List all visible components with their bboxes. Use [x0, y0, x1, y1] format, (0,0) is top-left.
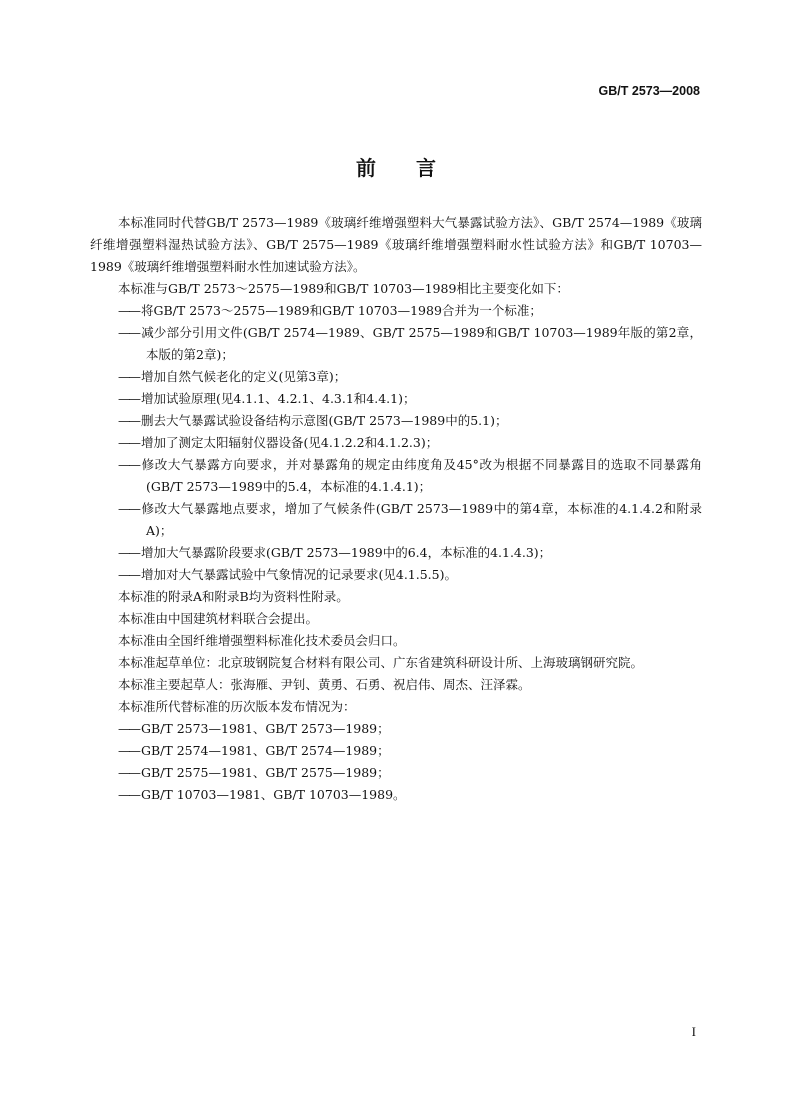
- page-title: 前 言: [356, 156, 436, 180]
- change-item: —— 减少部分引用文件(GB/T 2574—1989、GB/T 2575—1989和GB/T 10703—1989年版的第2章，本版的第2章)；: [90, 322, 702, 366]
- page-number: I: [691, 1024, 696, 1039]
- change-item: —— 修改大气暴露方向要求，并对暴露角的规定由纬度角及45°改为根据不同暴露目的选取不同暴露角(GB/T 2573—1989中的5.4，本标准的4.1.4.1)；: [90, 454, 702, 498]
- change-item: —— 删去大气暴露试验设备结构示意图(GB/T 2573—1989中的5.1)；: [90, 410, 702, 432]
- change-item: —— 增加自然气候老化的定义(见第3章)；: [90, 366, 702, 388]
- history-item: —— GB/T 2574—1981、GB/T 2574—1989；: [90, 740, 702, 762]
- change-item: —— 增加试验原理(见4.1.1、4.2.1、4.3.1和4.4.1)；: [90, 388, 702, 410]
- intro-paragraph: 本标准与GB/T 2573～2575—1989和GB/T 10703—1989相比主要变化如下：: [118, 281, 569, 296]
- standard-code: GB/T 2573—2008: [598, 84, 700, 98]
- note-paragraph: 本标准起草单位：北京玻钢院复合材料有限公司、广东省建筑科研设计所、上海玻璃钢研究院。: [118, 655, 644, 670]
- note-paragraph: 本标准所代替标准的历次版本发布情况为：: [118, 699, 356, 714]
- history-item: —— GB/T 2575—1981、GB/T 2575—1989；: [90, 762, 702, 784]
- intro-paragraph: 本标准同时代替GB/T 2573—1989《玻璃纤维增强塑料大气暴露试验方法》、GB/T 2574—1989《玻璃纤维增强塑料湿热试验方法》、GB/T 2575—1989《玻璃纤维增强塑料耐水性试验方法》和GB/T 10703—1989《玻璃纤维增强塑料耐水性加速试验方法》。: [90, 215, 702, 274]
- foreword-body: [90, 212, 702, 806]
- history-item: —— GB/T 10703—1981、GB/T 10703—1989。: [90, 784, 702, 806]
- change-item: —— 增加了测定太阳辐射仪器设备(见4.1.2.2和4.1.2.3)；: [90, 432, 702, 454]
- change-item: —— 将GB/T 2573～2575—1989和GB/T 10703—1989合并为一个标准；: [90, 300, 702, 322]
- change-item: —— 修改大气暴露地点要求，增加了气候条件(GB/T 2573—1989中的第4章，本标准的4.1.4.2和附录A)；: [90, 498, 702, 542]
- change-item: —— 增加大气暴露阶段要求(GB/T 2573—1989中的6.4，本标准的4.1.4.3)；: [90, 542, 702, 564]
- change-item: —— 增加对大气暴露试验中气象情况的记录要求(见4.1.5.5)。: [90, 564, 702, 586]
- note-paragraph: 本标准主要起草人：张海雁、尹钊、黄勇、石勇、祝启伟、周杰、汪泽霖。: [118, 677, 531, 692]
- note-paragraph: 本标准由全国纤维增强塑料标准化技术委员会归口。: [118, 633, 406, 648]
- note-paragraph: 本标准的附录A和附录B均为资料性附录。: [118, 589, 349, 604]
- note-paragraph: 本标准由中国建筑材料联合会提出。: [118, 611, 319, 626]
- history-item: —— GB/T 2573—1981、GB/T 2573—1989；: [90, 718, 702, 740]
